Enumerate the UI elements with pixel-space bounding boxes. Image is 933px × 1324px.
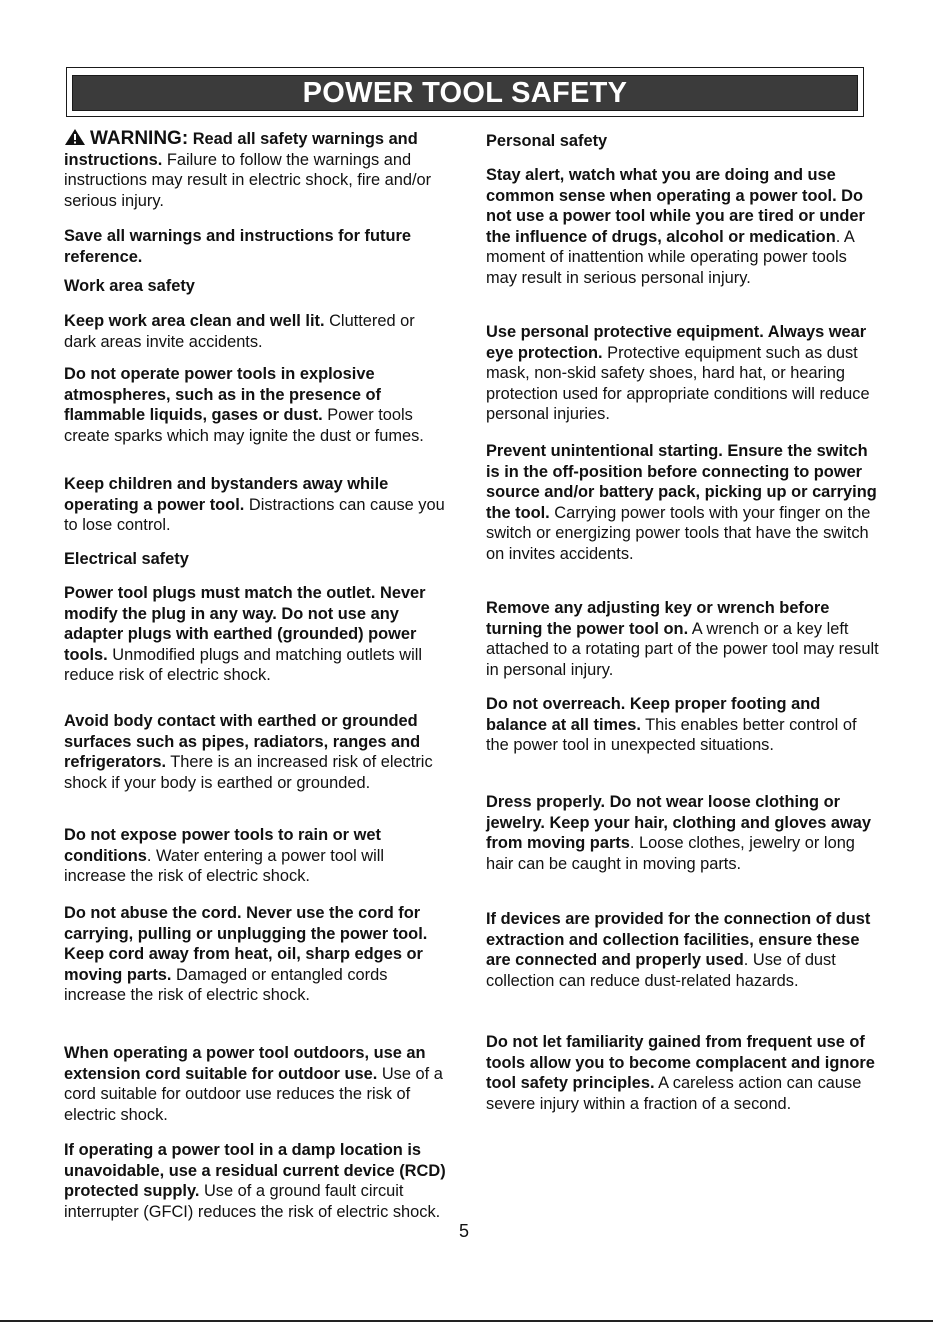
paragraph bbox=[64, 583, 450, 686]
paragraph bbox=[64, 1140, 450, 1222]
page-number: 5 bbox=[459, 1221, 470, 1241]
paragraph-bold: Do not abuse the cord. Never use the cord for carrying, pulling or unplugging the power tool. Keep cord away from heat, oil, sharp edges or moving parts. bbox=[64, 904, 428, 984]
paragraph bbox=[64, 711, 450, 793]
warning-word: WARNING: bbox=[90, 128, 189, 149]
paragraph bbox=[486, 909, 881, 991]
paragraph bbox=[64, 474, 450, 536]
paragraph-bold: If operating a power tool in a damp location is unavoidable, use a residual current device (RCD) protected supply. bbox=[64, 1141, 446, 1201]
paragraph-bold: Remove any adjusting key or wrench before turning the power tool on. bbox=[486, 599, 830, 638]
paragraph-text: A careless action can cause severe injury within a fraction of a second. bbox=[486, 1074, 862, 1113]
paragraph-text: Distractions can cause you to lose control. bbox=[64, 495, 445, 535]
paragraph bbox=[486, 1032, 881, 1114]
save-note bbox=[64, 226, 450, 267]
paragraph bbox=[486, 694, 881, 756]
paragraph-bold: If devices are provided for the connection of dust extraction and collection facilities, ensure these are connected and properly used bbox=[486, 910, 871, 970]
paragraph bbox=[64, 1043, 450, 1125]
warning-paragraph bbox=[64, 128, 450, 211]
paragraph-text: Power tools create sparks which may ignite the dust or fumes. bbox=[64, 406, 424, 445]
paragraph-bold: Power tool plugs must match the outlet. Never modify the plug in any way. Do not use any adapter plugs with earthed (grounded) power tools. bbox=[64, 584, 426, 664]
paragraph-text: Damaged or entangled cords increase the risk of electric shock. bbox=[64, 965, 388, 1005]
electrical-heading: Electrical safety bbox=[64, 550, 189, 568]
paragraph-text: There is an increased risk of electric shock if your body is earthed or grounded. bbox=[64, 753, 433, 792]
paragraph-bold: Do not overreach. Keep proper footing and balance at all times. bbox=[486, 695, 821, 734]
paragraph-text: This enables better control of the power tool in unexpected situations. bbox=[486, 715, 857, 755]
warning-bold: Read all safety warnings and instructions. bbox=[64, 130, 418, 169]
paragraph-bold: Do not expose power tools to rain or wet conditions bbox=[64, 826, 381, 865]
paragraph-bold: Use personal protective equipment. Always wear eye protection. bbox=[486, 323, 867, 362]
paragraph-text: Protective equipment such as dust mask, non-skid safety shoes, hard hat, or hearing protection used for appropriate conditions will reduce personal injuries. bbox=[486, 343, 870, 424]
paragraph bbox=[64, 903, 450, 1006]
paragraph-bold: Dress properly. Do not wear loose clothing or jewelry. Keep your hair, clothing and gloves away from moving parts bbox=[486, 793, 871, 853]
paragraph-text: Unmodified plugs and matching outlets will reduce risk of electric shock. bbox=[64, 645, 423, 685]
paragraph-text: . A moment of inattention while operating power tools may result in serious personal injury. bbox=[486, 227, 854, 287]
paragraph-text: . Loose clothes, jewelry or long hair can be caught in moving parts. bbox=[486, 834, 855, 873]
paragraph-bold: Prevent unintentional starting. Ensure the switch is in the off-position before connecting to power source and/or battery pack, picking up or carrying the tool. bbox=[486, 442, 877, 522]
paragraph-bold: Stay alert, watch what you are doing and use common sense when operating a power tool. Do not use a power tool while you are tired or under the influence of drugs, alcohol or medication bbox=[486, 166, 865, 246]
paragraph-bold: When operating a power tool outdoors, use an extension cord suitable for outdoor use. bbox=[64, 1044, 426, 1083]
paragraph-bold: Avoid body contact with earthed or grounded surfaces such as pipes, radiators, ranges and refrigerators. bbox=[64, 712, 421, 772]
paragraph-text: . Use of dust collection can reduce dust-related hazards. bbox=[486, 951, 836, 990]
warning-triangle-icon bbox=[64, 128, 86, 146]
paragraph bbox=[486, 441, 881, 565]
paragraph bbox=[486, 598, 881, 680]
save-note-text: Save all warnings and instructions for future reference. bbox=[64, 227, 411, 266]
paragraph bbox=[486, 322, 881, 425]
paragraph-text: Carrying power tools with your finger on the switch or energizing power tools that have the switch on invites accidents. bbox=[486, 503, 871, 563]
section-heading-work-area bbox=[64, 276, 195, 297]
paragraph-text: . Water entering a power tool will increase the risk of electric shock. bbox=[64, 846, 385, 886]
paragraph bbox=[64, 825, 450, 887]
page-title: POWER TOOL SAFETY bbox=[302, 76, 628, 109]
paragraph-bold: Do not operate power tools in explosive atmospheres, such as in the presence of flammable liquids, gases or dust. bbox=[64, 365, 381, 425]
title-bar bbox=[72, 75, 858, 111]
paragraph-bold: Keep children and bystanders away while operating a power tool. bbox=[64, 475, 389, 514]
paragraph bbox=[64, 311, 450, 352]
paragraph-text: A wrench or a key left attached to a rotating part of the power tool may result in personal injury. bbox=[486, 619, 879, 679]
paragraph-text: Cluttered or dark areas invite accidents. bbox=[64, 312, 415, 351]
personal-heading: Personal safety bbox=[486, 132, 608, 150]
title-frame bbox=[66, 67, 864, 117]
warning-text: Failure to follow the warnings and instructions may result in electric shock, fire and/or serious injury. bbox=[64, 150, 432, 210]
section-heading-electrical bbox=[64, 549, 189, 570]
paragraph-bold: Keep work area clean and well lit. bbox=[64, 312, 325, 330]
paragraph-text: Use of a cord suitable for outdoor use reduces the risk of electric shock. bbox=[64, 1064, 443, 1124]
paragraph bbox=[486, 792, 881, 874]
bottom-rule bbox=[0, 1320, 933, 1322]
paragraph-bold: Do not let familiarity gained from frequent use of tools allow you to become complacent and ignore tool safety principles. bbox=[486, 1033, 875, 1093]
section-heading-personal bbox=[486, 131, 607, 152]
paragraph bbox=[64, 364, 450, 446]
paragraph-text: Use of a ground fault circuit interrupter (GFCI) reduces the risk of electric shock. bbox=[64, 1182, 441, 1221]
paragraph bbox=[486, 165, 881, 289]
work-area-heading: Work area safety bbox=[64, 277, 195, 295]
